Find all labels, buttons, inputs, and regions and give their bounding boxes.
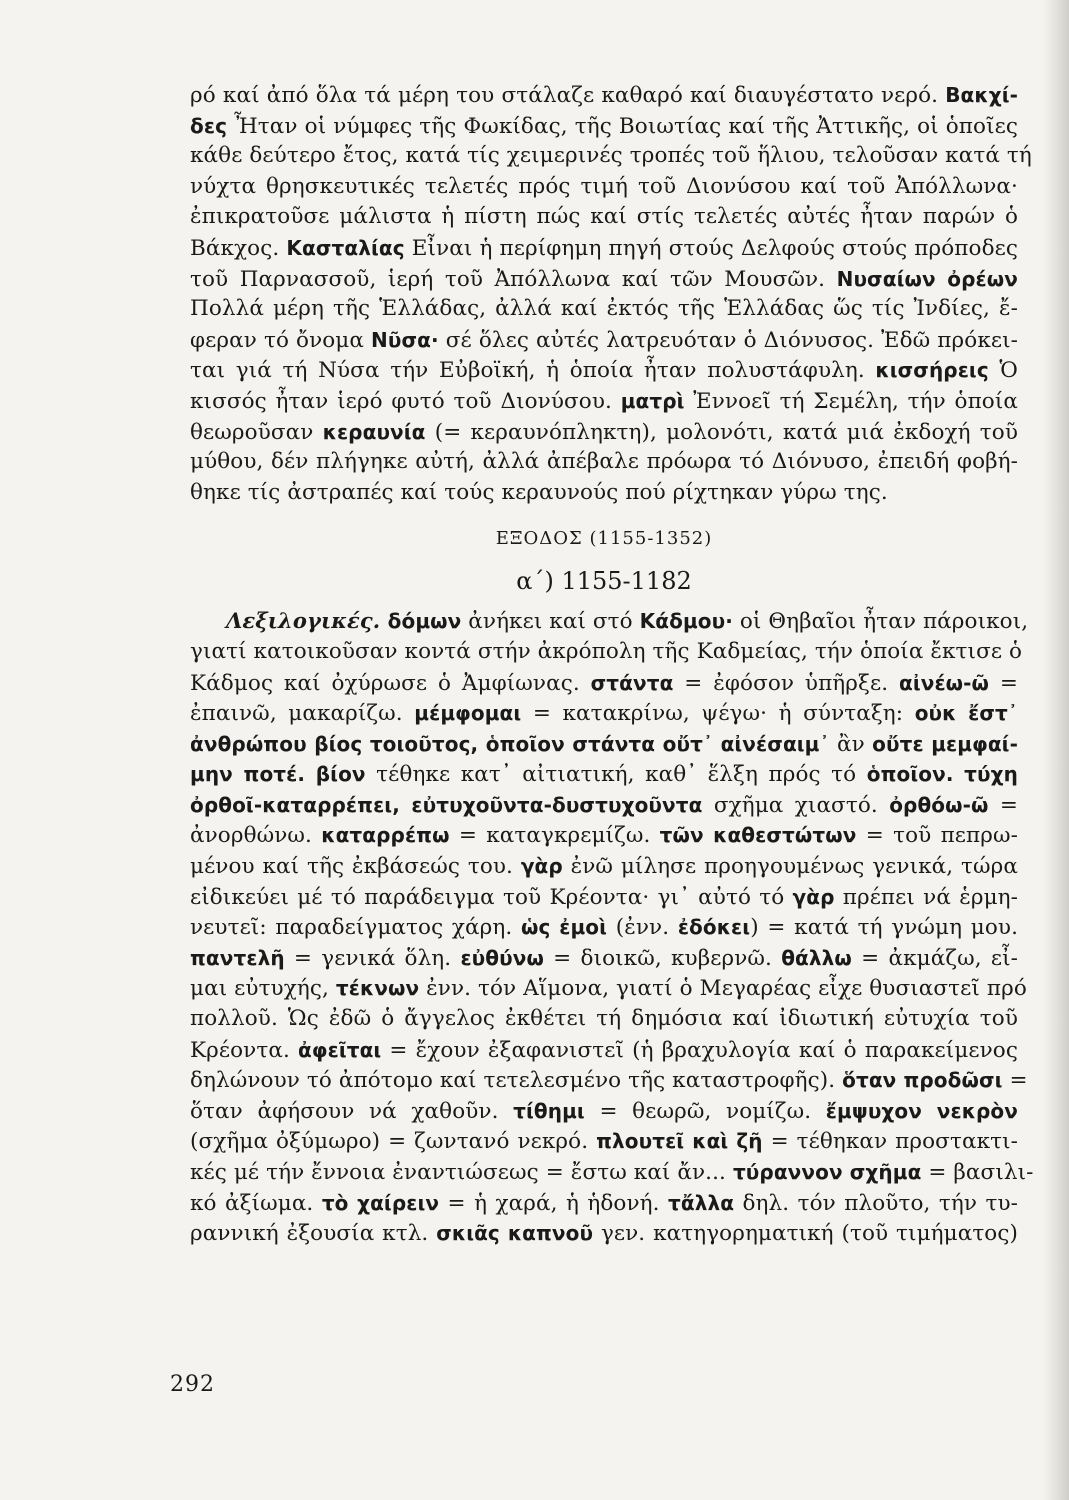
text-line: νύχτα θρησκευτικές τελετές πρός τιμή τοῦ Διονύσου καί τοῦ Ἀπόλλωνα· <box>190 173 1018 199</box>
text-line: τοῦ Παρνασσοῦ, ἱερή τοῦ Ἀπόλλωνα καί τῶν Μουσῶν. Νυσαίων ὀρέων <box>190 266 1018 292</box>
page-number: 292 <box>170 1372 215 1397</box>
text-line: Βάκχος. Κασταλίας Εἶναι ἡ περίφημη πηγή στούς Δελφούς στούς πρόποδες <box>190 235 1019 261</box>
text-line: ται γιά τή Νύσα τήν Εὐβοϊκή, ἡ ὁποία ἦταν πολυστάφυλη. κισσήρεις Ὁ <box>190 358 1018 384</box>
text-line: ρό καί ἀπό ὅλα τά μέρη του στάλαζε καθαρό καί διαυγέστατο νερό. Βακχί- <box>190 83 1018 108</box>
text-line: ἐπαινῶ, μακαρίζω. μέμφομαι = κατακρίνω, ψέγω· ἡ σύνταξη: οὐκ ἔστ᾽ <box>190 701 1018 727</box>
text-line: φεραν τό ὄνομα Νῦσα· σέ ὅλες αὐτές λατρευόταν ὁ Διόνυσος. Ἐδῶ πρόκει- <box>190 327 1018 353</box>
text-line: ἀνορθώνω. καταρρέπω = καταγκρεμίζω. τῶν καθεστώτων = τοῦ πεπρω- <box>190 823 1019 849</box>
text-line: νευτεῖ: παραδείγματος χάρη. ὡς ἐμοὶ (ἐνν. ἐδόκει) = κατά τή γνώμη μου. <box>190 915 1018 941</box>
text-line: ὅταν ἀφήσουν νά χαθοῦν. τίθημι = θεωρῶ, νομίζω. ἔμψυχον νεκρὸν <box>190 1098 1018 1124</box>
text-line: Λεξιλογικές. δόμων ἀνήκει καί στό Κάδμου· οἱ Θηβαῖοι ἦταν πάροικοι, <box>226 608 1029 635</box>
paragraph-vocabulary <box>190 606 1034 1248</box>
text-line: Κάδμος καί ὀχύρωσε ὁ Ἀμφίωνας. στάντα = ἐφόσον ὑπῆρξε. αἰνέω-ῶ = <box>190 670 1019 696</box>
page-edge-shadow <box>1043 0 1069 1500</box>
text-line: μην ποτέ. βίον τέθηκε κατ᾽ αἰτιατική, καθ᾽ ἕλξη πρός τό ὁποῖον. τύχη <box>190 762 1018 788</box>
text-line: ὀρθοῖ-καταρρέπει, εὐτυχοῦντα-δυστυχοῦντα σχῆμα χιαστό. ὀρθόω-ῶ = <box>190 792 1018 818</box>
paragraph-commentary <box>190 80 1032 508</box>
text-line: ραννική ἐξουσία κτλ. σκιᾶς καπνοῦ γεν. κατηγορηματική (τοῦ τιμήματος) <box>190 1221 1018 1247</box>
text-line: Πολλά μέρη τῆς Ἑλλάδας, ἀλλά καί ἐκτός τῆς Ἑλλάδας ὥς τίς Ἰνδίες, ἔ- <box>190 296 1018 322</box>
text-line: (σχῆμα ὀξύμωρο) = ζωντανό νεκρό. πλουτεῖ καὶ ζῆ = τέθηκαν προστακτι- <box>190 1129 1018 1155</box>
text-line: Κρέοντα. ἀφεῖται = ἔχουν ἐξαφανιστεῖ (ἡ βραχυλογία καί ὁ παρακείμενος <box>190 1037 1018 1063</box>
text-line: παντελῆ = γενικά ὅλη. εὐθύνω = διοικῶ, κυβερνῶ. θάλλω = ἀκμάζω, εἶ- <box>190 945 1018 971</box>
text-line: μένου καί τῆς ἐκβάσεώς του. γὰρ ἐνῶ μίλησε προηγουμένως γενικά, τώρα <box>190 854 1018 880</box>
text-line: εἰδικεύει μέ τό παράδειγμα τοῦ Κρέοντα· γι᾽ αὐτό τό γὰρ πρέπει νά ἑρμη- <box>190 884 1018 910</box>
text-line: κές μέ τήν ἔννοια ἐναντιώσεως = ἔστω καί ἄν... τύραννον σχῆμα = βασιλι- <box>190 1160 1034 1185</box>
text-line: θεωροῦσαν κεραυνία (= κεραυνόπληκτη), μολονότι, κατά μιά ἐκδοχή τοῦ <box>190 419 1018 445</box>
text-line: δηλώνουν τό ἀπότομο καί τετελεσμένο τῆς καταστροφῆς). ὅταν προδῶσι = <box>190 1068 1028 1094</box>
page-text <box>190 80 1034 1249</box>
section-heading: ΕΞΟΔΟΣ (1155-1352) <box>495 528 713 550</box>
text-line: ἐπικρατοῦσε μάλιστα ἡ πίστη πώς καί στίς τελετές αὐτές ἦταν παρών ὁ <box>190 204 1018 230</box>
text-line: δες Ἦταν οἱ νύμφες τῆς Φωκίδας, τῆς Βοιωτίας καί τῆς Ἀττικῆς, οἱ ὁποῖες <box>190 113 1018 139</box>
text-line: πολλοῦ. Ὡς ἐδῶ ὁ ἄγγελος ἐκθέτει τή δημόσια καί ἰδιωτική εὐτυχία τοῦ <box>190 1006 1018 1032</box>
text-line: κισσός ἦταν ἱερό φυτό τοῦ Διονύσου. ματρὶ Ἐννοεῖ τή Σεμέλη, τήν ὁποία <box>190 388 1018 414</box>
text-line: θηκε τίς ἀστραπές καί τούς κεραυνούς πού ρίχτηκαν γύρω της. <box>190 479 888 505</box>
text-line: κό ἀξίωμα. τὸ χαίρειν = ἡ χαρά, ἡ ἡδονή. τἄλλα δηλ. τόν πλοῦτο, τήν τυ- <box>190 1190 1018 1216</box>
subsection-heading: α΄) 1155-1182 <box>516 567 692 596</box>
text-line: κάθε δεύτερο ἔτος, κατά τίς χειμερινές τροπές τοῦ ἥλιου, τελοῦσαν κατά τή <box>190 143 1032 169</box>
text-line: μύθου, δέν πλήγηκε αὐτή, ἀλλά ἀπέβαλε πρόωρα τό Διόνυσο, ἐπειδή φοβή- <box>190 449 1018 475</box>
text-line: ἀνθρώπου βίος τοιοῦτος, ὁποῖον στάντα οὔτ᾽ αἰνέσαιμ᾽ ἂν οὔτε μεμφαί- <box>190 731 1018 757</box>
text-line: μαι εὐτυχής, τέκνων ἐνν. τόν Αἵμονα, γιατί ὁ Μεγαρέας εἶχε θυσιαστεῖ πρό <box>190 976 1027 1002</box>
text-line: γιατί κατοικοῦσαν κοντά στήν ἀκρόπολη τῆς Καδμείας, τήν ὁποία ἔκτισε ὁ <box>190 638 1023 664</box>
